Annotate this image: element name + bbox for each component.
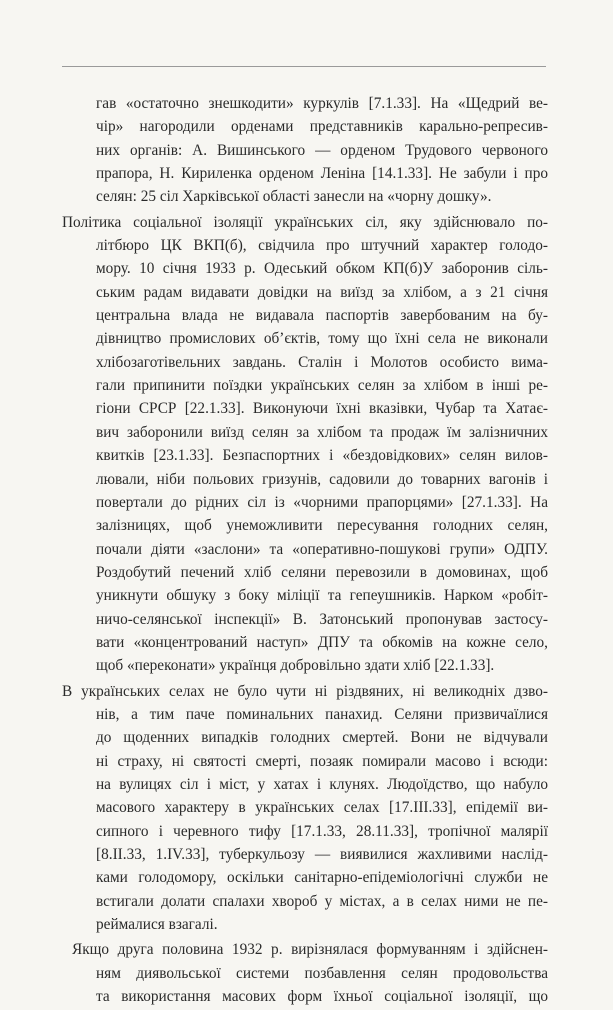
text-line: гали припинити поїздки українських селян за хлібом в інші ре- [96,377,548,395]
text-line: залізницях, щоб унеможливити пересування голодних селян, [96,517,548,535]
text-line: них органів: А. Вишинського — орденом Трудового червоного [96,141,548,159]
text-line: та використання масових форм їхньої соціальної ізоляції, що [96,988,548,1006]
text-line: на вулицях сіл і міст, у хатах і клунях. Людоїдство, що набуло [96,775,548,793]
text-line: квитків [23.1.33]. Безпаспортних і «бездовідкових» селян вилов- [96,447,548,465]
text-line: сипного і черевного тифу [17.1.33, 28.11.33], тропічної малярії [96,822,548,840]
text-line: ками голодомору, оскільки санітарно-епідеміологічні служби не [96,869,548,887]
text-line: до щоденних випадків голодних смертей. Вони не відчували [96,729,548,747]
text-line: вати «концентрований наступ» ДПУ та обкомів на кожне село, [96,633,548,651]
text-line: масового характеру в українських селах [17.ІІІ.33], епідемії ви- [96,799,548,817]
text-line: вич заборонили виїзд селян за хлібом та продаж їм залізничних [96,423,548,441]
text-line: чір» нагородили орденами представників карально-репресив- [96,118,548,136]
text-line: мору. 10 січня 1933 р. Одеський обком КП(б)У заборонив сіль- [96,260,548,278]
text-line: встигали долати спалахи хвороб у містах, а в селах ними не пе- [96,892,548,910]
text-line: [8.ІІ.33, 1.IV.33], туберкульозу — виявилися жахливими наслід- [96,846,548,863]
text-line: нів, а тим паче поминальних панахид. Селяни призвичаїлися [96,705,548,723]
text-line: Політика соціальної ізоляції українських сіл, яку здійснювало по- [62,213,548,231]
text-line: щоб «переконати» українця добровільно здати хліб [22.1.33]. [96,657,495,675]
text-line: ничо-селянської інспекції» В. Затонський пропонував застосу- [96,610,548,628]
text-line: реймалися взагалі. [96,916,218,934]
text-line: літбюро ЦК ВКП(б), свідчила про штучний характер голодо- [96,237,548,255]
page-body [62,92,548,1010]
text-line: дівництво промислових об’єктів, тому що їхні села не виконали [96,330,548,348]
text-line: повертали до рідних сіл із «чорними прапорцями» [27.1.33]. На [96,493,548,511]
paragraph-1 [62,92,548,209]
text-line: ням диявольської системи позбавлення селян продовольства [96,964,548,982]
text-line: хлібозаготівельних завдань. Сталін і Молотов особисто вима- [96,353,548,371]
text-line: прапора, Н. Кириленка орденом Леніна [14.1.33]. Не забули і про [96,165,548,183]
paragraph-2 [62,211,548,678]
text-line: селян: 25 сіл Харківської області занесли на «чорну дошку». [96,188,492,206]
text-line: ні страху, ні святості смерті, позаяк помирали масово і всюди: [96,752,548,770]
paragraph-4 [62,938,548,1008]
text-line: центральна влада не видавала паспортів завербованим на бу- [96,307,548,325]
paragraph-3 [62,680,548,937]
header-rule [62,66,546,67]
text-line: Якщо друга половина 1932 р. вирізнялася формуванням і здійснен- [72,941,548,959]
text-line: ським радам видавати довідки на виїзд за хлібом, а з 21 січня [96,283,548,301]
text-line: гіони СРСР [22.1.33]. Виконуючи їхні вказівки, Чубар та Хатає- [96,400,548,418]
text-line: уникнути обшуку з боку міліції та гепеушників. Нарком «робіт- [96,587,548,605]
text-line: лювали, ніби польових гризунів, садовили до товарних вагонів і [96,470,548,488]
text-line: гав «остаточно знешкодити» куркулів [7.1.33]. На «Щедрий ве- [96,95,548,112]
text-line: Роздобутий печений хліб селяни перевозили в домовинах, щоб [96,563,548,581]
text-line: почали діяти «заслони» та «оперативно-пошукові групи» ОДПУ. [96,540,548,558]
text-line: В українських селах не було чути ні різдвяних, ні великодніх дзво- [62,682,548,700]
